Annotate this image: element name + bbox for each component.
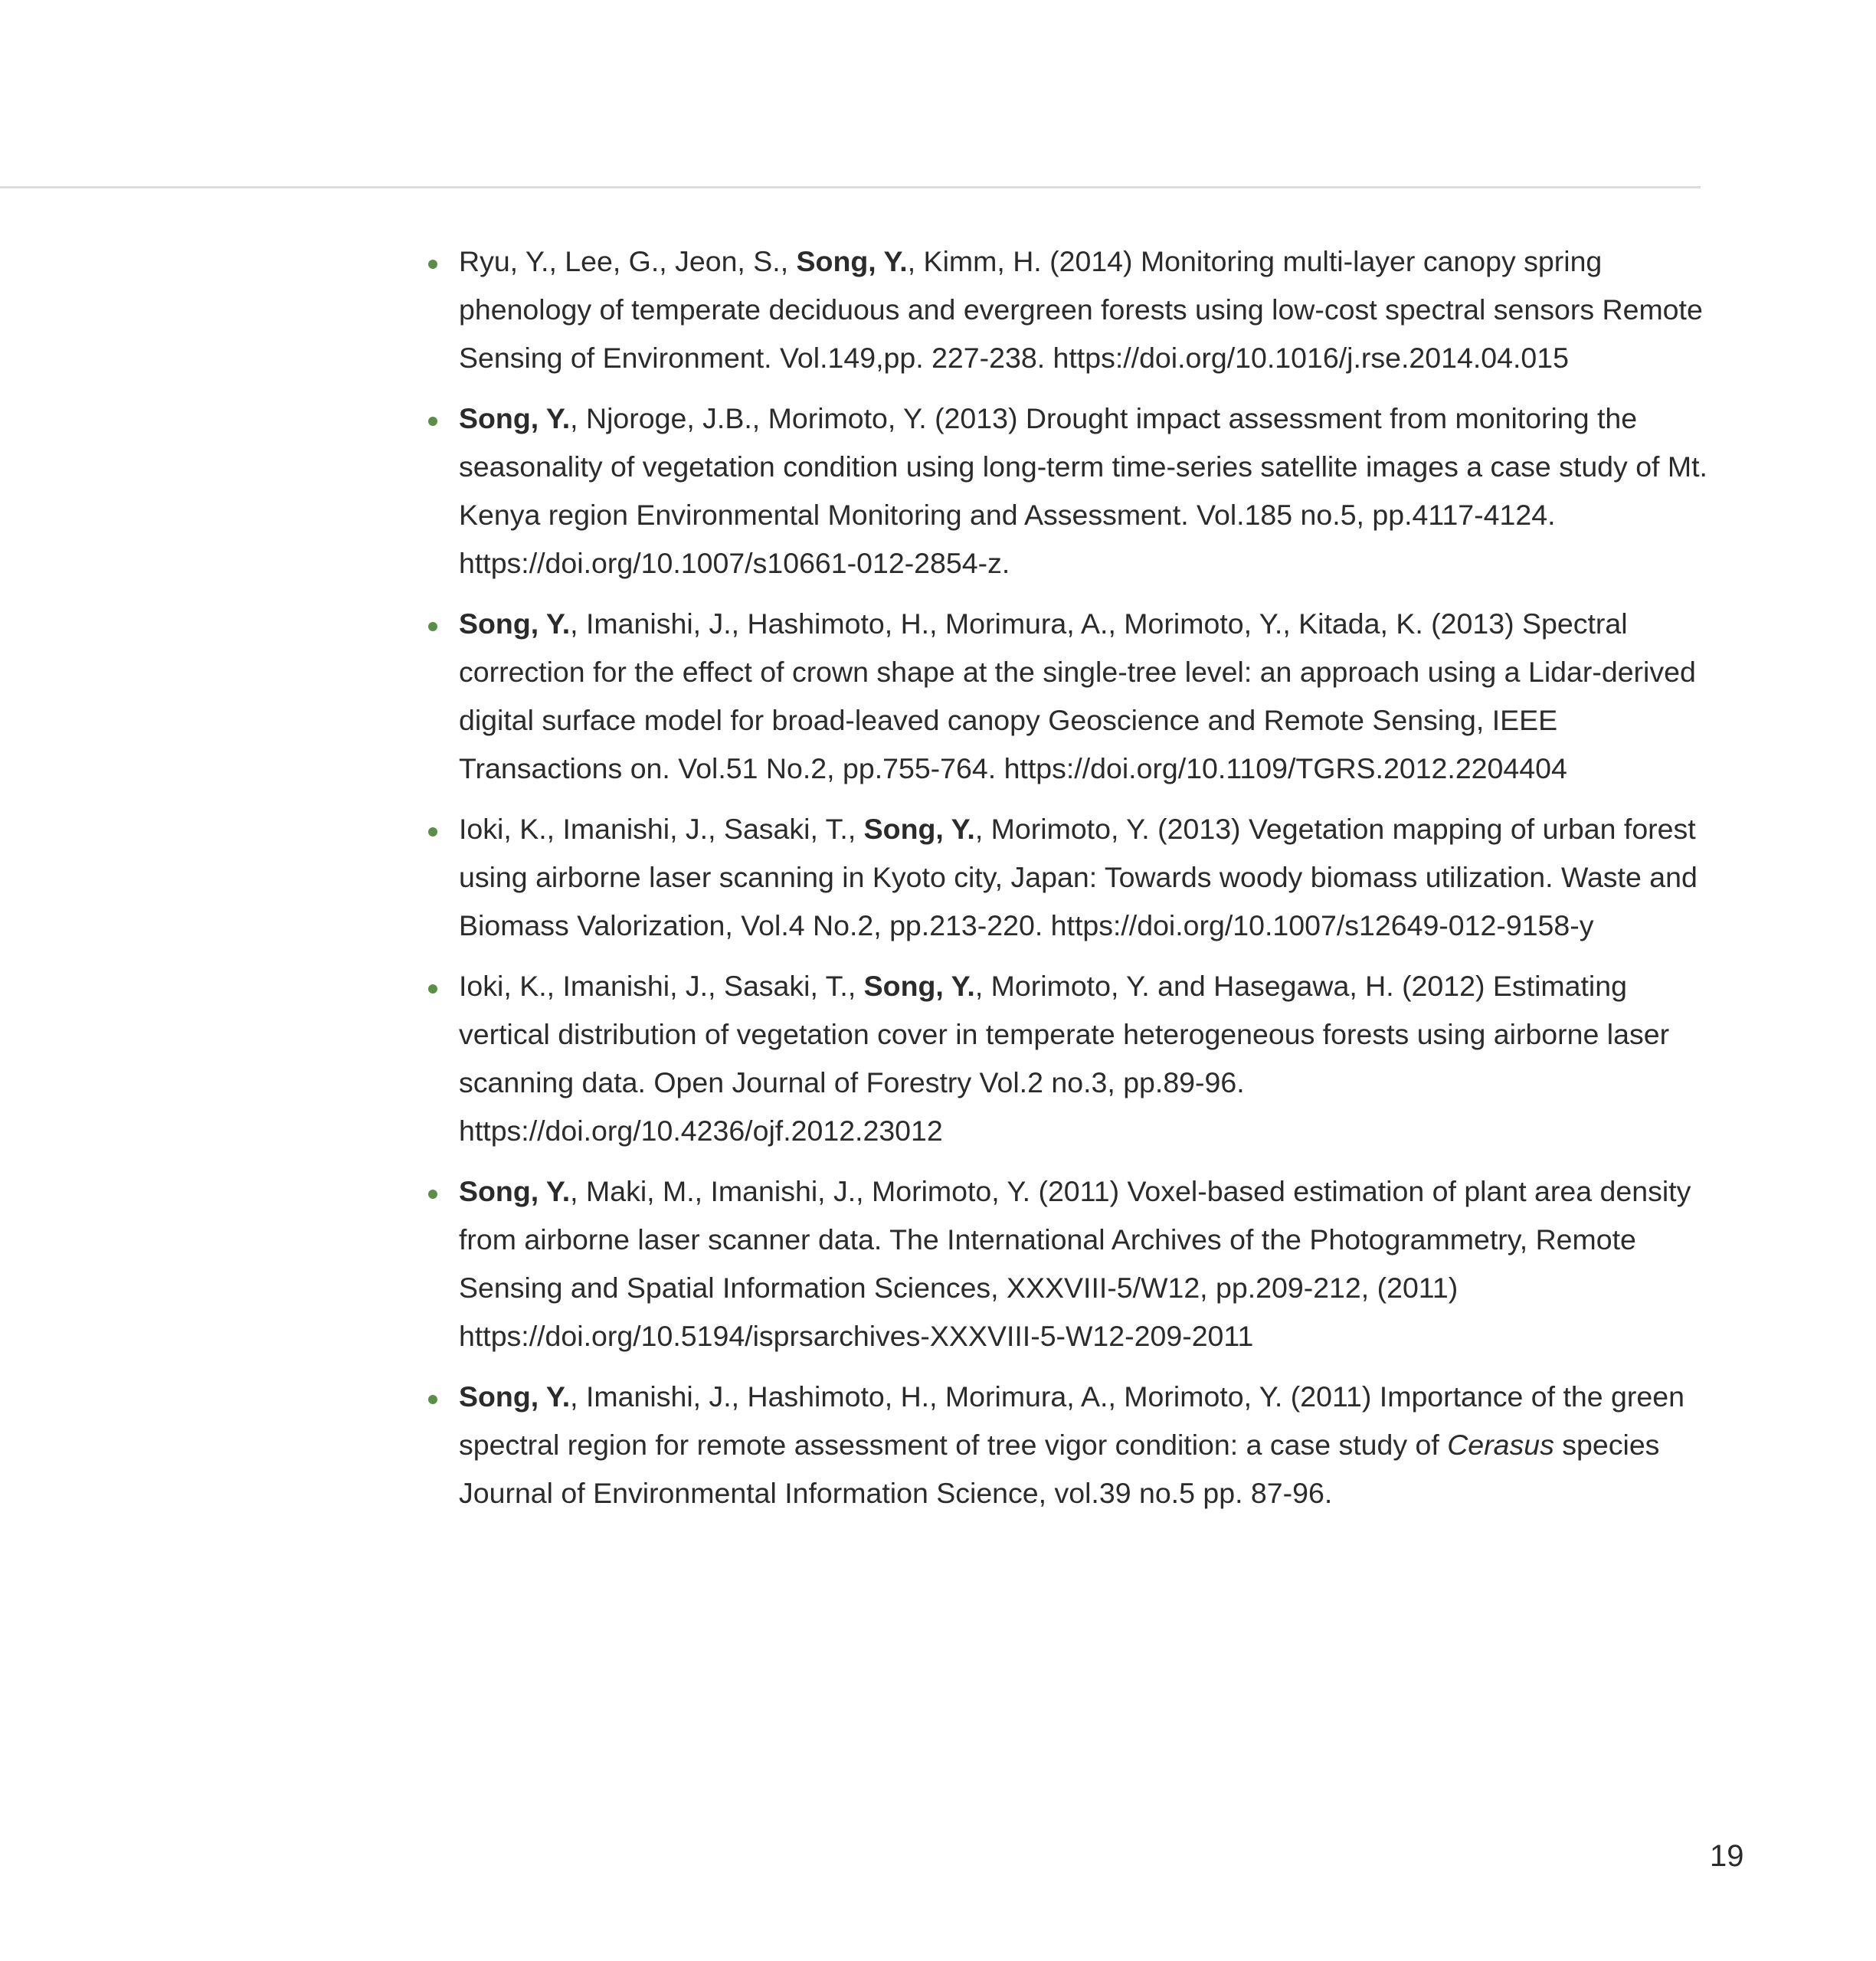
publication-details: , Imanishi, J., Hashimoto, H., Morimura, A., Morimoto, Y. (2011) Importance of the green spectral region for remote assessment of tree vigor condition: a case study of xyxy=(459,1380,1684,1461)
publication-item xyxy=(423,394,1717,588)
highlighted-author: Song, Y. xyxy=(863,970,975,1002)
bullet-icon xyxy=(428,417,437,426)
publication-details: , Imanishi, J., Hashimoto, H., Morimura, A., Morimoto, Y., Kitada, K. (2013) Spectral correction for the effect of crown shape at the single-tree level: an approach using a Lidar-derived digital surface model for broad-leaved canopy Geoscience and Remote Sensing, IEEE Transactions on. Vol.51 No.2, pp.755-764. https://doi.org/10.1109/TGRS.2012.2204404 xyxy=(459,607,1696,784)
publication-item xyxy=(423,237,1717,382)
highlighted-author: Song, Y. xyxy=(796,245,908,277)
bullet-icon xyxy=(428,984,437,994)
publication-details: , Morimoto, Y. (2013) Vegetation mapping of urban forest using airborne laser scanning in Kyoto city, Japan: Towards woody biomass utilization. Waste and Biomass Valorization, Vol.4 No.2, pp.213-220. https://doi.org/10.1007/s12649-012-9158-y xyxy=(459,813,1698,941)
publication-authors-before: Ryu, Y., Lee, G., Jeon, S., xyxy=(459,245,797,277)
highlighted-author: Song, Y. xyxy=(459,607,571,640)
species-name: Cerasus xyxy=(1447,1429,1554,1461)
highlighted-author: Song, Y. xyxy=(459,1380,571,1413)
bullet-icon xyxy=(428,1190,437,1199)
header-divider xyxy=(0,186,1701,188)
publication-authors-before: Ioki, K., Imanishi, J., Sasaki, T., xyxy=(459,813,864,845)
publication-details: , Kimm, H. (2014) Monitoring multi-layer canopy spring phenology of temperate deciduous and evergreen forests using low-cost spectral sensors Remote Sensing of Environment. Vol.149,pp. 227-238. https://doi.org/10.1016/j.rse.2014.04.015 xyxy=(459,245,1703,374)
publication-item xyxy=(423,1373,1717,1517)
page-number: 19 xyxy=(1710,1839,1744,1873)
publication-item xyxy=(423,805,1717,950)
bullet-icon xyxy=(428,622,437,631)
publication-details-end: species Journal of Environmental Information Science, vol.39 no.5 pp. 87-96. xyxy=(459,1429,1660,1509)
publication-list xyxy=(423,237,1717,1530)
highlighted-author: Song, Y. xyxy=(459,1175,571,1207)
bullet-icon xyxy=(428,827,437,836)
highlighted-author: Song, Y. xyxy=(863,813,975,845)
publication-item xyxy=(423,962,1717,1155)
publication-authors-before: Ioki, K., Imanishi, J., Sasaki, T., xyxy=(459,970,864,1002)
publication-item xyxy=(423,1167,1717,1360)
publication-details: , Njoroge, J.B., Morimoto, Y. (2013) Drought impact assessment from monitoring the seasonality of vegetation condition using long-term time-series satellite images a case study of Mt. Kenya region Environmental Monitoring and Assessment. Vol.185 no.5, pp.4117-4124. https://doi.org/10.1007/s10661-012-2854-z. xyxy=(459,402,1707,579)
highlighted-author: Song, Y. xyxy=(459,402,571,434)
publication-details: , Morimoto, Y. and Hasegawa, H. (2012) Estimating vertical distribution of vegetation cover in temperate heterogeneous forests using airborne laser scanning data. Open Journal of Forestry Vol.2 no.3, pp.89-96. https://doi.org/10.4236/ojf.2012.23012 xyxy=(459,970,1670,1147)
bullet-icon xyxy=(428,1395,437,1404)
publication-item xyxy=(423,600,1717,793)
bullet-icon xyxy=(428,260,437,269)
publication-details: , Maki, M., Imanishi, J., Morimoto, Y. (2011) Voxel-based estimation of plant area density from airborne laser scanner data. The International Archives of the Photogrammetry, Remote Sensing and Spatial Information Sciences, XXXVIII-5/W12, pp.209-212, (2011) https://doi.org/10.5194/isprsarchives-XXXVIII-5-W12-209-2011 xyxy=(459,1175,1691,1352)
